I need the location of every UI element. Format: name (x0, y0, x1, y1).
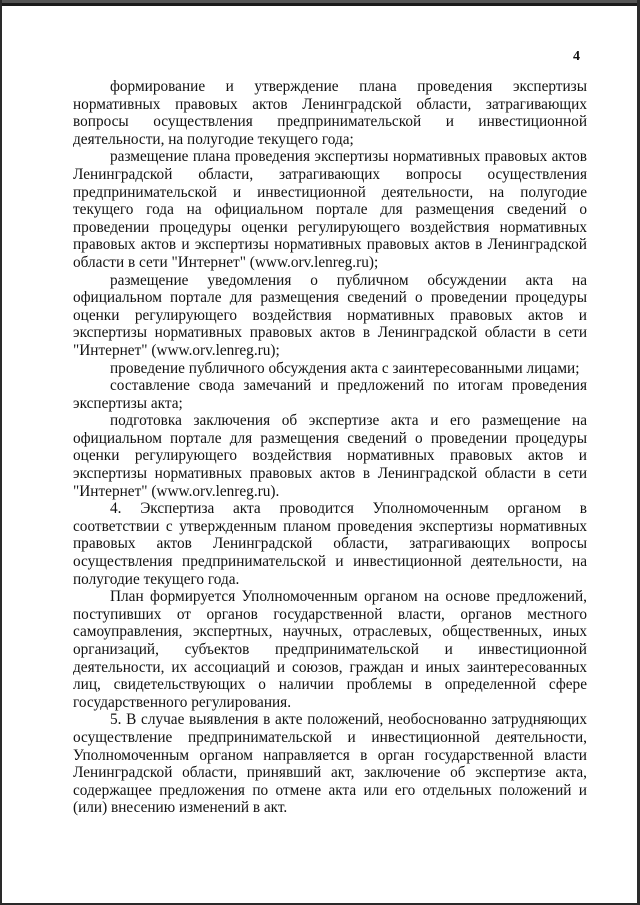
scan-border-top-inner (2, 0, 638, 3)
paragraph-plan-formation: План формируется Уполномоченным органом на основе предложений, поступивших от органов государственной власти, органов местного самоуправления, экспертных, научных, отраслевых, общественных, иных организаций, субъектов предпринимательской и инвестиционной деятельности, их ассоциаций и союзов, граждан и иных заинтересованных лиц, свидетельствующих о наличии проблемы в определенной сфере государственного регулирования. (73, 588, 587, 711)
paragraph-public-discussion: проведение публичного обсуждения акта с заинтересованными лицами; (110, 359, 580, 377)
paragraph-remarks-summary: составление свода замечаний и предложений по итогам проведения экспертизы акта; (73, 377, 587, 412)
paragraph-notice-publication: размещение уведомления о публичном обсуждении акта на официальном портале для размещения сведений о проведении процедуры оценки регулирующего воздействия нормативных правовых актов и экспертизы нормативных правовых актов в Ленинградской области в сети "Интернет" (www.orv.lenreg.ru); (73, 271, 587, 359)
paragraph-item-4: 4. Экспертиза акта проводится Уполномоченным органом в соответствии с утвержденным планом проведения экспертизы нормативных правовых актов Ленинградской области, затрагивающих вопросы осуществления предпринимательской и инвестиционной деятельности, на полугодие текущего года. (73, 500, 587, 588)
paragraph-item-5: 5. В случае выявления в акте положений, необоснованно затрудняющих осуществление предпринимательской и инвестиционной деятельности, Уполномоченным органом направляется в орган государственной власти Ленинградской области, принявший акт, заключение об экспертизе акта, содержащее предложения по отмене акта или его отдельных положений и (или) внесению изменений в акт. (73, 711, 587, 817)
paragraph-plan-publication: размещение плана проведения экспертизы нормативных правовых актов Ленинградской области, затрагивающих вопросы осуществления предпринимательской и инвестиционной деятельности, на полугодие текущего года на официальном портале для размещения сведений о проведении процедуры оценки регулирующего воздействия нормативных правовых актов и экспертизы нормативных правовых актов в Ленинградской области в сети "Интернет" (www.orv.lenreg.ru); (73, 148, 587, 271)
scan-border-left (0, 0, 2, 905)
document-body (73, 78, 587, 817)
paragraph-conclusion-preparation: подготовка заключения об экспертизе акта и его размещение на официальном портале для размещения сведений о проведении процедуры оценки регулирующего воздействия нормативных правовых актов и экспертизы нормативных правовых актов в Ленинградской области в сети "Интернет" (www.orv.lenreg.ru). (73, 412, 587, 500)
page-number: 4 (573, 49, 580, 64)
paragraph-plan-approval: формирование и утверждение плана проведения экспертизы нормативных правовых актов Ленинградской области, затрагивающих вопросы осуществления предпринимательской и инвестиционной деятельности, на полугодие текущего года; (73, 78, 587, 148)
